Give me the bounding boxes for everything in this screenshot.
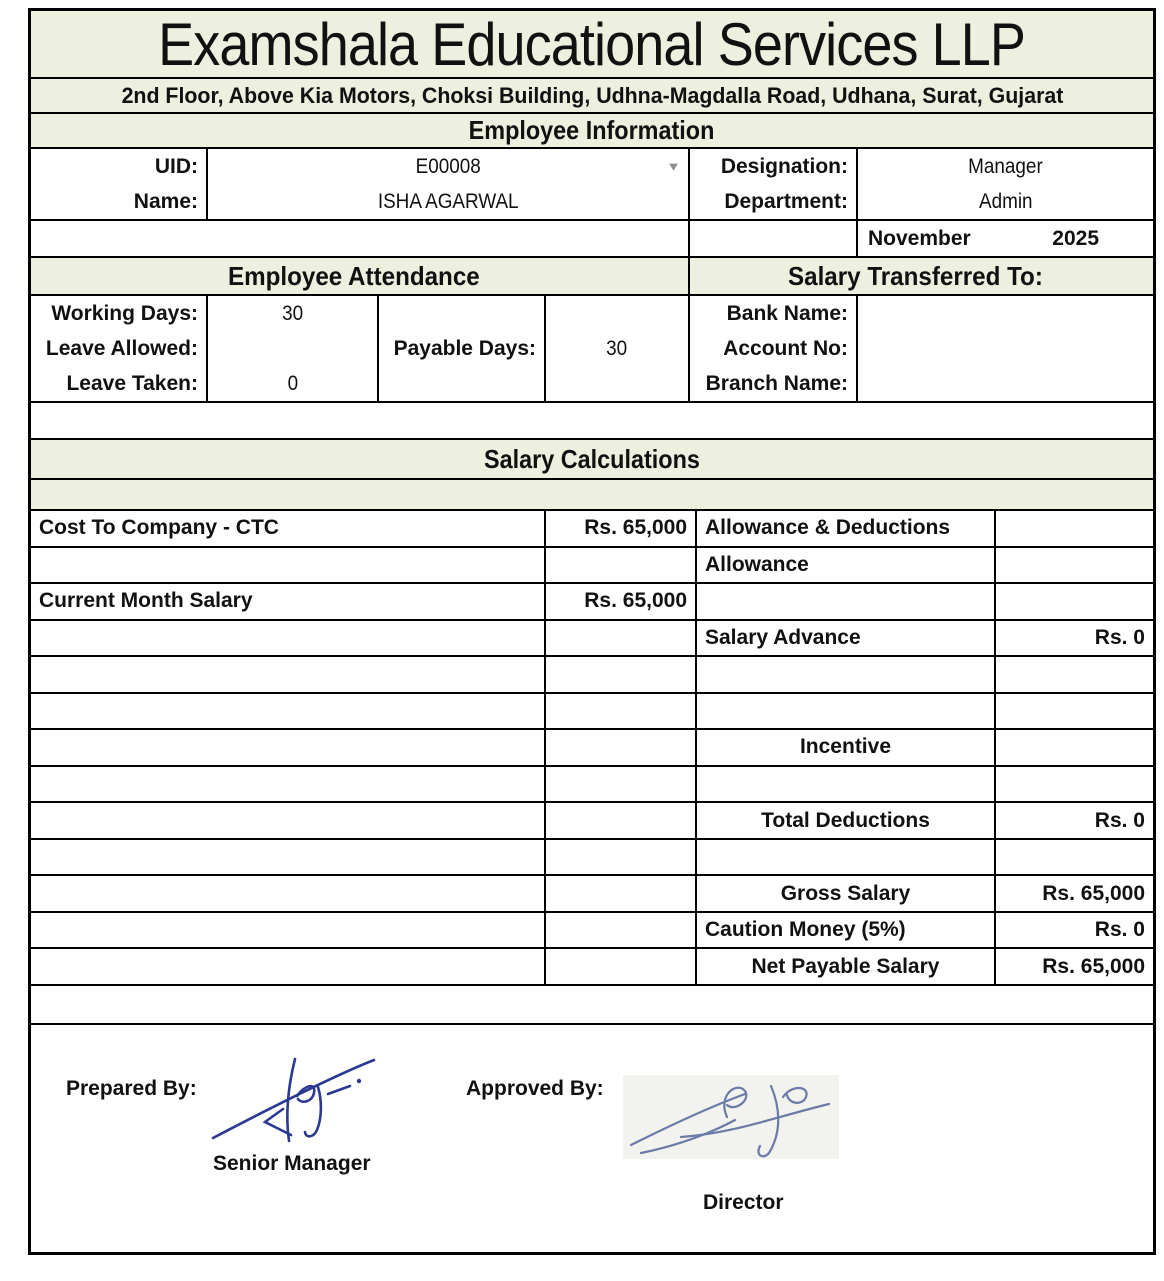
- prepared-by-title: Senior Manager: [213, 1152, 371, 1175]
- working-days-label: Working Days:: [51, 301, 198, 325]
- name-label: Name:: [133, 189, 198, 213]
- name-value-cell: [208, 184, 688, 219]
- designation-value-column: [858, 149, 1153, 219]
- company-header-band: [31, 11, 1153, 79]
- section-header-row: [31, 258, 1153, 296]
- designation-value-cell: [858, 149, 1153, 184]
- salary-table: [31, 511, 1153, 986]
- employee-attendance-title: Employee Attendance: [227, 260, 480, 291]
- table-row: Incentive: [31, 730, 1153, 767]
- table-row: Allowance: [31, 548, 1153, 585]
- table-row: Net Payable Salary Rs. 65,000: [31, 949, 1153, 984]
- table-row: Total Deductions Rs. 0: [31, 803, 1153, 840]
- approved-by-signature: [623, 1075, 839, 1159]
- table-row: Current Month Salary Rs. 65,000: [31, 584, 1153, 621]
- uid-dropdown-icon[interactable]: ▼: [666, 159, 681, 174]
- table-row: Caution Money (5%) Rs. 0: [31, 913, 1153, 950]
- salary-transferred-title: Salary Transferred To:: [787, 260, 1043, 291]
- table-row: [31, 840, 1153, 877]
- uid-value: E00008: [415, 154, 481, 178]
- employee-attendance-header: [31, 258, 690, 294]
- payslip-sheet: [28, 8, 1156, 1255]
- working-days-value: 30: [281, 301, 304, 325]
- department-value: Admin: [978, 189, 1033, 213]
- employee-label-column: [31, 149, 208, 219]
- table-row: [31, 657, 1153, 694]
- attendance-grid: [31, 296, 1153, 403]
- table-row: Cost To Company - CTC Rs. 65,000 Allowance & Deductions: [31, 511, 1153, 548]
- salary-transferred-header: [690, 258, 1153, 294]
- payable-days-value: 30: [606, 336, 628, 360]
- bank-name-label: Bank Name:: [726, 301, 848, 325]
- designation-label-column: [690, 149, 858, 219]
- account-no-label: Account No:: [723, 336, 848, 360]
- table-row: Gross Salary Rs. 65,000: [31, 876, 1153, 913]
- account-no-value[interactable]: [858, 331, 1153, 366]
- designation-value: Manager: [968, 154, 1043, 178]
- table-row: [31, 694, 1153, 731]
- attendance-value-column: [208, 296, 379, 401]
- table-row: Salary Advance Rs. 0: [31, 621, 1153, 658]
- employee-information-header: [31, 114, 1153, 149]
- name-value: ISHA AGARWAL: [377, 189, 519, 213]
- salary-calculations-title: Salary Calculations: [484, 443, 700, 474]
- spacer-row: [31, 403, 1153, 440]
- table-row: [31, 767, 1153, 804]
- leave-allowed-label: Leave Allowed:: [45, 336, 198, 360]
- month-row-empty-cell: [31, 221, 690, 256]
- signature-section: [31, 1025, 1153, 1252]
- payable-days-value-cell: [546, 296, 690, 401]
- bank-label-column: [690, 296, 858, 401]
- payable-days-label-cell: [379, 296, 546, 401]
- bank-value-column[interactable]: [858, 296, 1153, 401]
- company-name: Examshala Educational Services LLP: [158, 10, 1026, 78]
- month-row: [31, 221, 1153, 258]
- prepared-by-label: Prepared By:: [66, 1077, 197, 1100]
- department-label: Department:: [724, 189, 848, 213]
- branch-name-value[interactable]: [858, 366, 1153, 401]
- branch-name-label: Branch Name:: [705, 371, 848, 395]
- leave-allowed-value: [208, 331, 377, 366]
- company-address-band: [31, 79, 1153, 114]
- payable-days-label: Payable Days:: [393, 336, 536, 360]
- attendance-label-column: [31, 296, 208, 401]
- employee-information-title: Employee Information: [469, 115, 715, 145]
- spacer-row-bottom: [31, 986, 1153, 1025]
- employee-value-column: [208, 149, 690, 219]
- department-value-cell: [858, 184, 1153, 219]
- leave-taken-label: Leave Taken:: [66, 371, 198, 395]
- uid-label: UID:: [154, 154, 198, 178]
- company-address: 2nd Floor, Above Kia Motors, Choksi Building, Udhna-Magdalla Road, Udhana, Surat, Gujarat: [121, 82, 1063, 108]
- month-row-spacer-cell: [690, 221, 858, 256]
- uid-value-cell[interactable]: [208, 149, 688, 184]
- green-spacer-row: [31, 480, 1153, 511]
- approved-by-label: Approved By:: [466, 1077, 604, 1100]
- employee-info-grid: [31, 149, 1153, 221]
- salary-calculations-header: [31, 440, 1153, 480]
- year-value: 2025: [1052, 226, 1099, 250]
- month-value: November: [868, 226, 971, 250]
- approved-by-title: Director: [703, 1191, 784, 1214]
- designation-label: Designation:: [720, 154, 848, 178]
- bank-name-value[interactable]: [858, 296, 1153, 331]
- leave-taken-value: 0: [287, 371, 298, 395]
- prepared-by-signature: [209, 1047, 381, 1145]
- month-year-cell: [858, 221, 1153, 256]
